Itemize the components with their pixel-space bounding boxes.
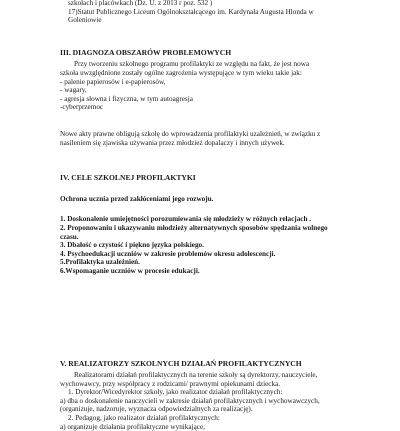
section-heading: III. DIAGNOZA OBSZARÓW PROBLEMOWYCH — [60, 47, 232, 57]
section-diagnosis — [60, 49, 362, 147]
paragraph-line: Realizatorami działań profilaktycznych na terenie szkoły są dyrektorzy, nauczyciele, — [74, 371, 318, 380]
goal-item: 4. Psychoedukacji uczniów w zakresie problemów okresu adolescencji. — [60, 249, 276, 258]
section-heading: V. REALIZATORZY SZKOLNYCH DZIAŁAŃ PROFILAKTYCZNYCH — [60, 359, 302, 369]
paragraph-line: 2. Pedagog, jako realizator działań profilaktycznych: — [68, 414, 220, 423]
paragraph-line: 1. Dyrektor/Wicedyrektor szkoły, jako realizator działań profilaktycznych: — [68, 388, 283, 397]
paragraph-line: Nowe akty prawne obligują szkołę do wprowadzenia profilaktyki uzależnień, w związku z — [60, 129, 321, 138]
section-implementers — [60, 360, 362, 431]
section-heading: IV. CELE SZKOLNEJ PROFILAKTYKI — [60, 173, 196, 183]
paragraph-line: a) dba o doskonalenie nauczycieli w zakresie działań profilaktycznych i wychowawczych, — [60, 396, 320, 405]
list-item: - agresja słowna i fizyczna, w tym autoagresja — [60, 94, 193, 103]
reference-line: szkołach i placówkach (Dz. U. z 2013 r poz. 532 ) — [68, 0, 213, 7]
paragraph-line: a) organizuje działania profilaktyczne wynikające, — [60, 422, 205, 431]
list-item: - wagary, — [60, 86, 87, 95]
goal-item: 1. Doskonalenie umiejętności porozumiewania się młodzieży w różnych relacjach . — [60, 215, 312, 224]
paragraph-line: Przy tworzeniu szkolnego programu profilaktyki ze względu na fakt, że jest nowa — [74, 60, 310, 69]
reference-line: Goleniowie — [68, 16, 102, 25]
list-item: - palenie papierosów i e-papierosów, — [60, 77, 166, 86]
section-subheading: Ochrona ucznia przed zakłóceniami jego rozwoju. — [60, 194, 214, 203]
reference-line: 17)Statut Publicznego Liceum Ogólnokształcącego im. Kardynała Augusta Hlonda w — [68, 7, 314, 16]
paragraph-line: (organizuje, nadzoruje, wyznacza odpowiedzialnych za realizację). — [60, 405, 253, 414]
list-item: -cyberprzemoc — [60, 103, 104, 112]
paragraph-line: nasileniem się zjawiska używania przez młodzież dopalaczy i innych używek. — [60, 138, 285, 147]
section-goals — [60, 174, 362, 275]
paragraph-line: szkoła uwzględnione zostały ogólne zagrożenia występujące w tym wieku takie jak: — [60, 68, 302, 77]
goal-item: 6.Wspomaganie uczniów w procesie edukacji. — [60, 266, 200, 275]
goal-item: czasu. — [60, 232, 79, 241]
goal-item: 5.Profilaktyka uzależnień. — [60, 258, 140, 267]
paragraph-line: wychowawcy, przy współpracy z rodzicami/ prawnymi opiekunami dziecka. — [60, 379, 281, 388]
goal-item: 3. Dbałość o czystość i piękno języka polskiego. — [60, 241, 204, 250]
goal-item: 2. Proponowaniu i ukazywaniu młodzieży alternatywnych sposobów spędzania wolnego — [60, 223, 328, 232]
references-tail — [60, 0, 362, 25]
